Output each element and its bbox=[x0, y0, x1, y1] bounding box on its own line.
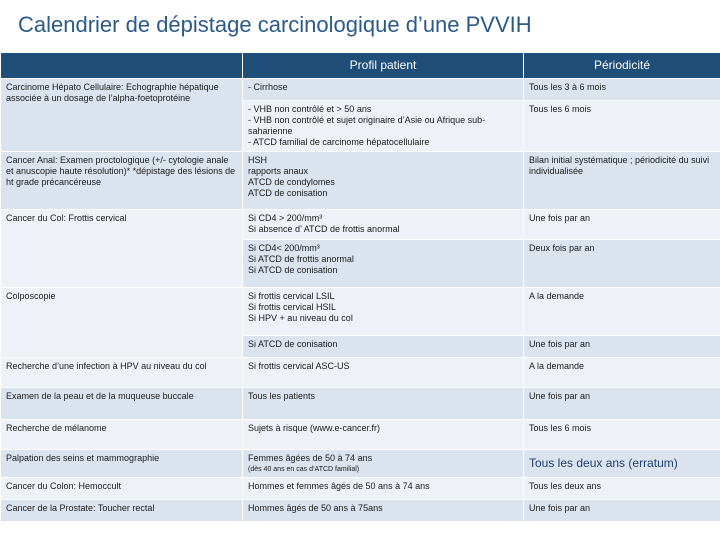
exam-cell: Cancer du Col: Frottis cervical bbox=[1, 209, 243, 287]
periodicite-cell: Tous les deux ans (erratum) bbox=[524, 449, 720, 478]
profil-cell bbox=[243, 419, 524, 449]
profil-cell bbox=[243, 101, 524, 152]
table-row bbox=[1, 478, 720, 500]
table-row bbox=[1, 79, 720, 101]
table-row bbox=[1, 500, 720, 522]
exam-cell: Colposcopie bbox=[1, 287, 243, 357]
periodicite-cell: Une fois par an bbox=[524, 209, 720, 239]
profil-line: Sujets à risque (www.e-cancer.fr) bbox=[248, 422, 381, 433]
profil-note: (dès 40 ans en cas d’ATCD familial) bbox=[248, 465, 360, 473]
profil-line: Hommes et femmes âgés de 50 ans à 74 ans bbox=[248, 481, 430, 492]
profil-line: Si CD4< 200/mm³ bbox=[248, 242, 320, 253]
profil-cell bbox=[243, 478, 524, 500]
profil-cell bbox=[243, 209, 524, 239]
periodicite-cell: A la demande bbox=[524, 357, 720, 387]
profil-line: ATCD de condylomes bbox=[248, 176, 335, 187]
profil-cell bbox=[243, 357, 524, 387]
table-row bbox=[1, 287, 720, 335]
profil-line: - VHB non contrôlé et sujet originaire d’Asie ou Afrique sub-saharienne bbox=[248, 114, 486, 136]
periodicite-cell: Tous les 6 mois bbox=[524, 101, 720, 152]
profil-line: Si ATCD de conisation bbox=[248, 338, 338, 349]
header-profil: Profil patient bbox=[243, 53, 524, 79]
profil-cell bbox=[243, 79, 524, 101]
profil-line: rapports anaux bbox=[248, 165, 309, 176]
profil-line: Hommes âgés de 50 ans à 75ans bbox=[248, 503, 383, 514]
table-header-row bbox=[1, 53, 720, 79]
profil-line: Si frottis cervical ASC-US bbox=[248, 360, 350, 371]
screening-table bbox=[0, 52, 720, 522]
profil-cell bbox=[243, 287, 524, 335]
profil-cell bbox=[243, 500, 524, 522]
profil-cell bbox=[243, 239, 524, 287]
periodicite-cell: Une fois par an bbox=[524, 335, 720, 357]
profil-line: Si ATCD de conisation bbox=[248, 264, 338, 275]
profil-cell bbox=[243, 387, 524, 419]
table-row bbox=[1, 209, 720, 239]
periodicite-cell: Une fois par an bbox=[524, 387, 720, 419]
table-row bbox=[1, 151, 720, 209]
profil-line: Si HPV + au niveau du col bbox=[248, 312, 353, 323]
header-exam bbox=[1, 53, 243, 79]
profil-line: Tous les patients bbox=[248, 390, 316, 401]
profil-cell bbox=[243, 335, 524, 357]
periodicite-cell: Tous les deux ans bbox=[524, 478, 720, 500]
periodicite-cell: Bilan initial systématique ; périodicité du suivi individualisée bbox=[524, 151, 720, 209]
profil-cell bbox=[243, 151, 524, 209]
periodicite-cell: Une fois par an bbox=[524, 500, 720, 522]
exam-cell: Cancer Anal: Examen proctologique (+/- cytologie anale et anuscopie haute résolution)* *dépistage des lésions de ht grade précancéreuse bbox=[1, 151, 243, 209]
profil-line: - ATCD familial de carcinome hépatocellulaire bbox=[248, 136, 430, 147]
table-row bbox=[1, 357, 720, 387]
profil-line: Si ATCD de frottis anormal bbox=[248, 253, 354, 264]
profil-line: Si frottis cervical LSIL bbox=[248, 290, 335, 301]
periodicite-cell: Tous les 3 à 6 mois bbox=[524, 79, 720, 101]
periodicite-cell: Tous les 6 mois bbox=[524, 419, 720, 449]
exam-cell: Recherche d’une infection à HPV au niveau du col bbox=[1, 357, 243, 387]
exam-cell: Palpation des seins et mammographie bbox=[1, 449, 243, 478]
profil-line: Si frottis cervical HSIL bbox=[248, 301, 337, 312]
profil-line: - VHB non contrôlé et > 50 ans bbox=[248, 104, 372, 114]
table-row bbox=[1, 387, 720, 419]
table-row bbox=[1, 419, 720, 449]
exam-cell: Carcinome Hépato Cellulaire: Echographie hépatique associée à un dosage de l’alpha-foetoprotéine bbox=[1, 79, 243, 152]
exam-cell: Recherche de mélanome bbox=[1, 419, 243, 449]
profil-line: Si CD4 > 200/mm³ bbox=[248, 212, 323, 223]
profil-line: Femmes âgées de 50 à 74 ans bbox=[248, 452, 373, 463]
exam-cell: Cancer du Colon: Hemoccult bbox=[1, 478, 243, 500]
table-row bbox=[1, 449, 720, 478]
periodicite-cell: Deux fois par an bbox=[524, 239, 720, 287]
profil-line: ATCD de conisation bbox=[248, 187, 328, 198]
periodicite-cell: A la demande bbox=[524, 287, 720, 335]
header-periodicite: Périodicité bbox=[524, 53, 720, 79]
profil-line: Si absence d’ ATCD de frottis anormal bbox=[248, 223, 400, 234]
profil-line: HSH bbox=[248, 154, 268, 165]
exam-cell: Cancer de la Prostate: Toucher rectal bbox=[1, 500, 243, 522]
profil-cell bbox=[243, 449, 524, 478]
profil-line: - Cirrhose bbox=[248, 82, 288, 92]
page-title: Calendrier de dépistage carcinologique d’une PVVIH bbox=[18, 12, 532, 37]
exam-cell: Examen de la peau et de la muqueuse buccale bbox=[1, 387, 243, 419]
